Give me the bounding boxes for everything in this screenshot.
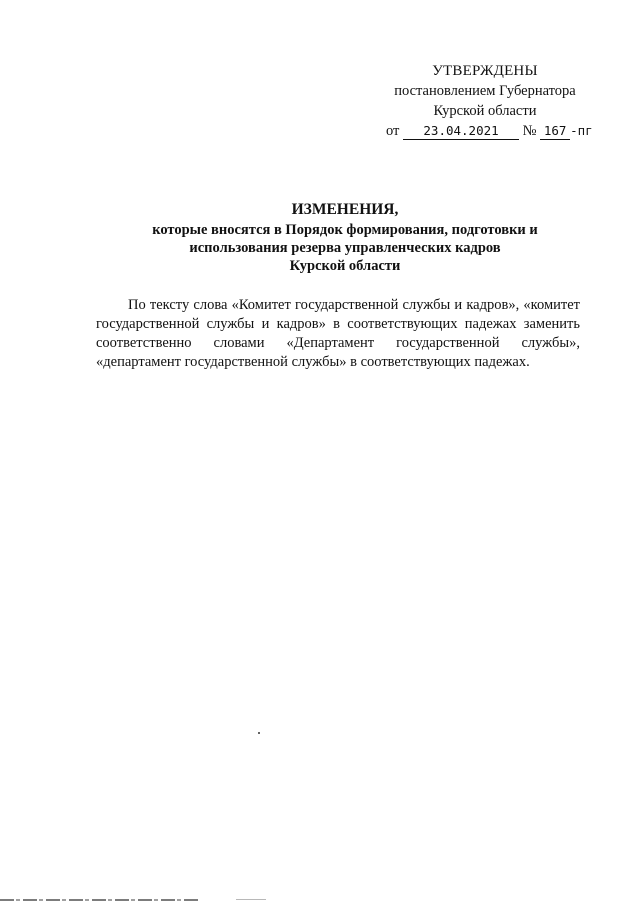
- approval-heading: УТВЕРЖДЕНЫ: [432, 63, 538, 79]
- number-field: 167: [540, 123, 570, 140]
- body-paragraph: По тексту слова «Комитет государственной службы и кадров», «комитет государственной службы и кадров» в соответствующих падежах заменить соответственно словами «Департамент государственной службы», «департамент государственной службы» в соответствующих падежах.: [96, 297, 580, 370]
- number-suffix: -пг: [570, 123, 593, 138]
- approval-date-line: [380, 121, 593, 141]
- number-prefix: №: [522, 123, 537, 139]
- title-main: ИЗМЕНЕНИЯ,: [291, 201, 399, 218]
- approval-stamp: [380, 61, 593, 141]
- scan-artifact-line-2: [236, 899, 266, 900]
- title-line-1: которые вносятся в Порядок формирования, подготовки и: [152, 222, 538, 238]
- scan-dot: [258, 732, 260, 734]
- title-line-3: Курской области: [289, 258, 401, 274]
- approval-line-1: постановлением Губернатора: [394, 83, 576, 99]
- scan-artifact-line: [0, 899, 200, 901]
- approval-line-2: Курской области: [433, 103, 537, 119]
- title-line-2: использования резерва управленческих кадров: [189, 240, 501, 256]
- document-title: [120, 201, 570, 275]
- date-prefix: от: [386, 123, 400, 139]
- date-field: 23.04.2021: [403, 123, 519, 140]
